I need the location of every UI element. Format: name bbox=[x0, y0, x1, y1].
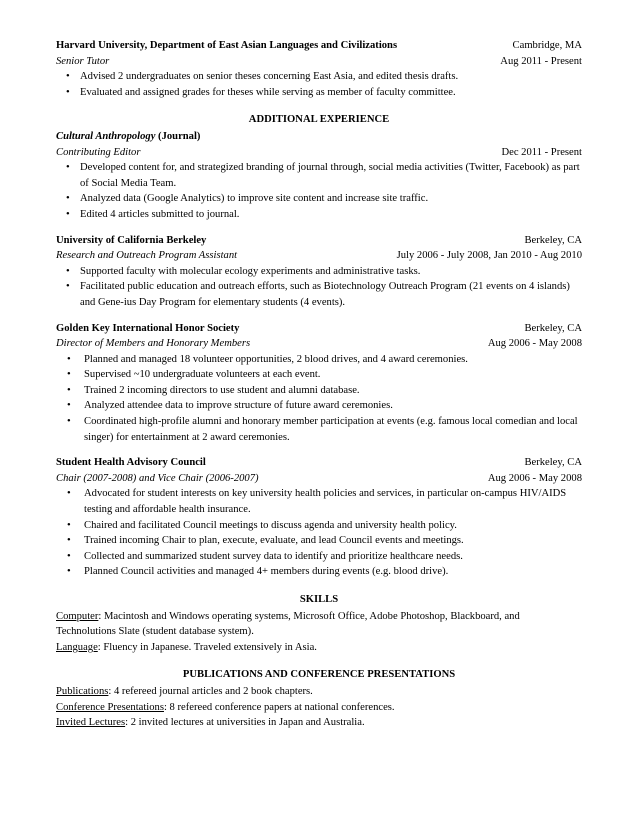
conference-line bbox=[56, 700, 582, 716]
entry-subheader bbox=[56, 145, 582, 161]
harvard-entry bbox=[56, 38, 582, 100]
skills-language bbox=[56, 640, 582, 656]
bullet-item: • Coordinated high-profile alumni and honorary member participation at events (e.g. famous local comedian and local singer) for entertainment at 2 award ceremonies. bbox=[56, 414, 582, 445]
bullet-list bbox=[56, 352, 582, 446]
bullet-item: • Planned Council activities and managed 4+ members during events (e.g. blood drive). bbox=[56, 564, 582, 580]
bullet-item: • Analyzed attendee data to improve structure of future award ceremonies. bbox=[56, 398, 582, 414]
bullet-item: • Advised 2 undergraduates on senior theses concerning East Asia, and edited thesis drafts. bbox=[56, 69, 582, 85]
skills-computer-label: Computer bbox=[56, 610, 99, 622]
skills-language-label: Language bbox=[56, 641, 98, 653]
role-title: Research and Outreach Program Assistant bbox=[56, 250, 238, 262]
journal-suffix: (Journal) bbox=[155, 130, 201, 142]
bullet-item: • Facilitated public education and outreach efforts, such as Biotechnology Outreach Program (21 events on 4 islands) and Gene-ius Day Program for elementary students (4 events). bbox=[56, 279, 582, 310]
conference-label: Conference Presentations bbox=[56, 701, 164, 713]
skills-computer bbox=[56, 609, 582, 640]
org-name: University of California Berkeley bbox=[56, 234, 207, 246]
bullet-item: • Planned and managed 18 volunteer opportunities, 2 blood drives, and 4 award ceremonies. bbox=[56, 352, 582, 368]
entry-subheader bbox=[56, 336, 582, 352]
section-heading-additional: ADDITIONAL EXPERIENCE bbox=[248, 114, 390, 126]
bullet-item: • Trained incoming Chair to plan, execute, evaluate, and lead Council events and meetings. bbox=[56, 533, 582, 549]
resume-page bbox=[56, 38, 582, 731]
bullet-item: • Trained 2 incoming directors to use student and alumni database. bbox=[56, 383, 582, 399]
bullet-item: • Supervised ~10 undergraduate volunteers at each event. bbox=[56, 367, 582, 383]
bullet-list bbox=[56, 69, 582, 100]
conference-text: : 8 refereed conference papers at national conferences. bbox=[163, 701, 395, 713]
section-heading-skills: SKILLS bbox=[299, 594, 339, 605]
bullet-item: • Supported faculty with molecular ecology experiments and administrative tasks. bbox=[56, 264, 582, 280]
entry-subheader bbox=[56, 54, 582, 70]
bullet-item: • Developed content for, and strategized branding of journal through, social media activities (Twitter, Facebook) as part of Social Media Team. bbox=[56, 160, 582, 191]
bullet-item: • Edited 4 articles submitted to journal. bbox=[56, 207, 582, 223]
bullet-item: • Advocated for student interests on key university health policies and services, in particular on-campus HIV/AIDS testing and affordable health insurance. bbox=[56, 486, 582, 517]
org-name: Golden Key International Honor Society bbox=[56, 322, 240, 334]
role-title: Chair (2007-2008) and Vice Chair (2006-2007) bbox=[56, 472, 259, 484]
entry-subheader bbox=[56, 471, 582, 487]
dates: Aug 2006 - May 2008 bbox=[487, 472, 582, 484]
entry-subheader bbox=[56, 248, 582, 264]
section-heading-publications: PUBLICATIONS AND CONFERENCE PRESENTATIONS bbox=[182, 669, 456, 681]
invited-label: Invited Lectures bbox=[56, 717, 126, 729]
bullet-item: • Analyzed data (Google Analytics) to improve site content and increase site traffic. bbox=[56, 191, 582, 207]
role-title: Director of Members and Honorary Members bbox=[56, 338, 251, 350]
journal-entry bbox=[56, 129, 582, 223]
ucb-entry bbox=[56, 233, 582, 311]
dates: Dec 2011 - Present bbox=[501, 146, 582, 158]
invited-line bbox=[56, 715, 582, 731]
skills-language-text: : Fluency in Japanese. Traveled extensively in Asia. bbox=[97, 641, 317, 653]
bullet-item: • Evaluated and assigned grades for theses while serving as member of faculty committee. bbox=[56, 85, 582, 101]
location: Berkeley, CA bbox=[524, 457, 582, 469]
entry-header bbox=[56, 38, 582, 54]
entry-header bbox=[56, 321, 582, 337]
golden-key-entry bbox=[56, 321, 582, 446]
bullet-list bbox=[56, 264, 582, 311]
role-title: Contributing Editor bbox=[56, 146, 141, 158]
entry-header bbox=[56, 455, 582, 471]
bullet-list bbox=[56, 160, 582, 222]
skills-computer-text: : Macintosh and Windows operating systems, Microsoft Office, Adobe Photoshop, Blackboard, and Technolutions Slate (student database system). bbox=[56, 610, 520, 638]
publications-line bbox=[56, 684, 582, 700]
entry-header bbox=[56, 129, 582, 145]
org-name bbox=[56, 129, 200, 145]
entry-header bbox=[56, 233, 582, 249]
bullet-list bbox=[56, 486, 582, 580]
publications-label: Publications bbox=[56, 685, 109, 697]
publications-text: : 4 refereed journal articles and 2 book chapters. bbox=[108, 685, 313, 697]
health-council-entry bbox=[56, 455, 582, 580]
org-name: Student Health Advisory Council bbox=[56, 457, 206, 469]
dates: Aug 2011 - Present bbox=[500, 55, 582, 67]
role-title: Senior Tutor bbox=[56, 55, 110, 67]
location: Cambridge, MA bbox=[512, 40, 582, 51]
bullet-item: • Collected and summarized student survey data to identify and prioritize healthcare needs. bbox=[56, 549, 582, 565]
invited-text: : 2 invited lectures at universities in Japan and Australia. bbox=[125, 717, 365, 729]
org-name: Harvard University, Department of East Asian Languages and Civilizations bbox=[56, 40, 398, 51]
location: Berkeley, CA bbox=[524, 322, 582, 334]
location: Berkeley, CA bbox=[524, 234, 582, 246]
dates: Aug 2006 - May 2008 bbox=[487, 338, 582, 350]
bullet-item: • Chaired and facilitated Council meetings to discuss agenda and university health policy. bbox=[56, 518, 582, 534]
journal-name: Cultural Anthropology bbox=[56, 130, 156, 142]
dates: July 2006 - July 2008, Jan 2010 - Aug 2010 bbox=[396, 250, 582, 262]
